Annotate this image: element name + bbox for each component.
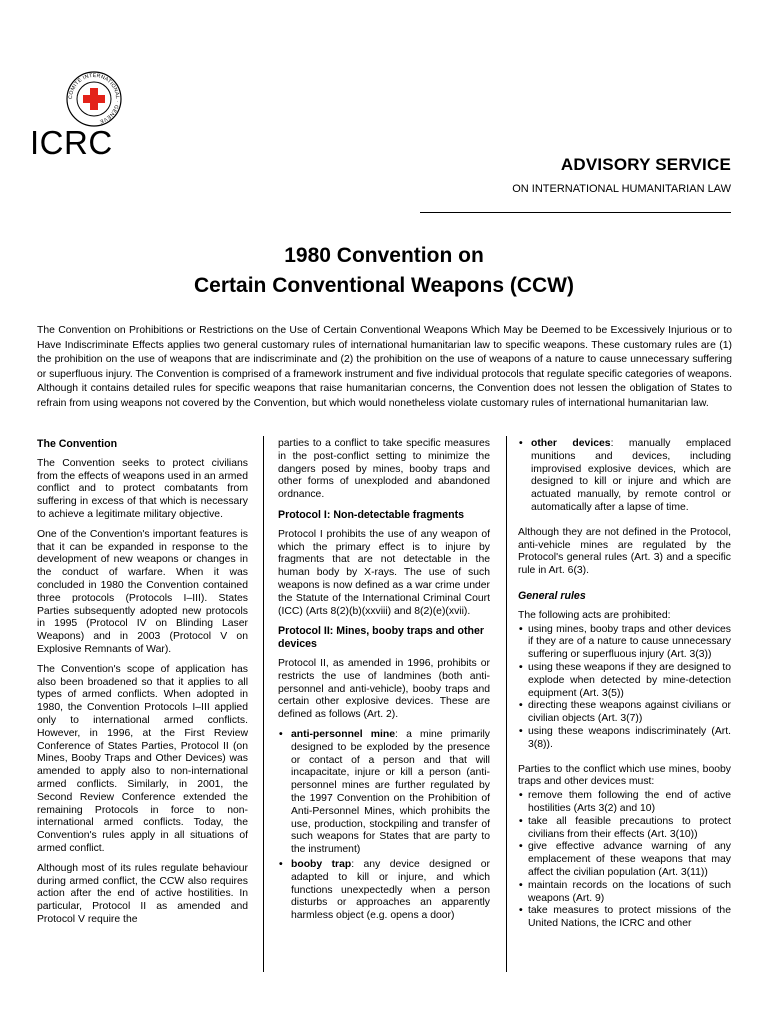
emblem-text: COMITÉ INTERNATIONAL · GENÈVE bbox=[67, 72, 121, 125]
column-divider-2 bbox=[506, 436, 507, 972]
list-item: • directing these weapons against civilians or civilian objects (Art. 3(7)) bbox=[518, 700, 731, 726]
paragraph: The Convention seeks to protect civilians from the effects of weapons used in an armed conflict and to protect combatants from suffering in excess of that which is necessary to achieve a legitimate military objective. bbox=[37, 457, 248, 520]
paragraph: parties to a conflict to take specific measures in the post-conflict setting to minimize the dangers posed by mines, booby traps and other forms of unexploded and abandoned ordnance. bbox=[278, 438, 490, 501]
definition: : any device designed or adapted to kill or injure, and which functions unexpectedly when a person disturbs or approaches an apparently harmless object (e.g. opens a door) bbox=[291, 858, 490, 922]
list-item: • using these weapons indiscriminately (Art. 3(8)). bbox=[518, 726, 731, 752]
red-cross-emblem-icon bbox=[59, 70, 129, 128]
section-heading-convention: The Convention bbox=[37, 438, 118, 450]
title-line-1: 1980 Convention on bbox=[284, 244, 484, 267]
list-item: • take measures to protect missions of the United Nations, the ICRC and other bbox=[518, 905, 731, 931]
prohibited-acts-list bbox=[518, 624, 731, 752]
intro-paragraph: The Convention on Prohibitions or Restrictions on the Use of Certain Conventional Weapons Which May be Deemed to be Excessively Injurious or to Have Indiscriminate Effects applies two general customary rules of international humanitarian law to specific weapons. These customary rules are (1) the prohibition on the use of weapons that are indiscriminate and (2) the prohibition on the use of weapons of a nature to cause unnecessary suffering or superfluous injury. The Convention is comprised of a framework instrument and five individual protocols that regulate specific categories of weapons. Although it contains detailed rules for specific weapons that raise humanitarian concerns, the Convention does not lessen the obligation of States to refrain from using weapons not covered by the Convention, but which would nonetheless violate customary rules of international humanitarian law. bbox=[37, 325, 732, 409]
term: anti-personnel mine bbox=[291, 728, 396, 740]
term: other devices bbox=[531, 438, 611, 449]
paragraph: The following acts are prohibited: bbox=[518, 609, 671, 621]
paragraph: One of the Convention's important features is that it can be expanded in response to the development of new weapons or changes in the conduct of warfare. When it was concluded in 1980 the Convention contained three protocols (Protocols I–III). States Parties subsequently adopted new protocols in 1995 (Protocol IV on Blinding Laser Weapons) and in 2003 (Protocol V on Explosive Remnants of War). bbox=[37, 528, 248, 655]
term: booby trap bbox=[291, 858, 352, 870]
org-name: ICRC bbox=[30, 124, 113, 161]
paragraph: Protocol II, as amended in 1996, prohibits or restricts the use of landmines (both anti-personnel and anti-vehicle), booby traps and certain other explosive devices. These are defined as follows (Art. 2). bbox=[278, 657, 490, 721]
title-line-2: Certain Conventional Weapons (CCW) bbox=[194, 274, 574, 297]
section-heading-protocol-2: Protocol II: Mines, booby traps and other devices bbox=[278, 625, 485, 651]
column-1 bbox=[37, 438, 248, 934]
paragraph: Although they are not defined in the Protocol, anti-vehicle mines are regulated by the Protocol's general rules (Art. 3) and a specific rule in Art. 6(3). bbox=[518, 526, 731, 577]
list-item bbox=[518, 438, 731, 515]
obligations-list bbox=[518, 790, 731, 931]
paragraph: The Convention's scope of application has also been broadened so that it applies to all types of armed conflicts. When adopted in 1980, the Convention Protocols I–III applied only to international armed conflicts. However, in 1996, at the First Review Conference of States Parties, Protocol II (on Mines, Booby Traps and Other Devices) was amended to apply also to non-international armed conflicts. Similarly, in 2001, the Second Review Conference extended the remaining Protocols in force to non-international armed conflicts. Today, the Convention's rules apply in all situations of armed conflict. bbox=[37, 663, 248, 854]
list-item: • take all feasible precautions to protect civilians from their effects (Art. 3(10)) bbox=[518, 816, 731, 842]
definition: : a mine primarily designed to be exploded by the presence or contact of a person and that will incapacitate, injure or kill a person (anti-personnel mines are further regulated by the 1997 Convention on the Prohibition of Anti-Personnel Mines, which prohibits the use, production, stockpiling and transfer of such weapons for States that are party to the instrument) bbox=[291, 728, 490, 856]
header-divider bbox=[420, 212, 731, 213]
section-heading-general-rules: General rules bbox=[518, 589, 586, 602]
definition-list bbox=[518, 438, 731, 515]
page-title bbox=[0, 241, 768, 301]
column-3 bbox=[518, 438, 731, 938]
section-heading-protocol-1: Protocol I: Non-detectable fragments bbox=[278, 508, 465, 521]
column-divider-1 bbox=[263, 436, 264, 972]
list-item: • using these weapons if they are designed to explode when detected by mine-detection equipment (Art. 3(5)) bbox=[518, 662, 731, 700]
paragraph: Although most of its rules regulate behaviour during armed conflict, the CCW also requires action after the end of active hostilities. In particular, Protocol II as amended and Protocol V require the bbox=[37, 862, 248, 925]
list-item: • remove them following the end of active hostilities (Arts 3(2) and 10) bbox=[518, 790, 731, 816]
advisory-subheading: ON INTERNATIONAL HUMANITARIAN LAW bbox=[512, 183, 731, 195]
definition-list bbox=[278, 729, 490, 923]
advisory-heading: ADVISORY SERVICE bbox=[560, 155, 731, 174]
list-item: • maintain records on the locations of such weapons (Art. 9) bbox=[518, 880, 731, 906]
list-item bbox=[278, 729, 490, 857]
paragraph: Protocol I prohibits the use of any weapon of which the primary effect is to injure by fragments that are not detectable in the human body by X-rays. The use of such weapons is now defined as a war crime under the Statute of the International Criminal Court (ICC) (Arts 8(2)(b)(xxviii) and 8(2)(e)(xvii). bbox=[278, 528, 490, 617]
definition: : manually emplaced munitions and devices, including improvised explosive devices, which are designed to kill or injure and which are actuated manually, by remote control or automatically after a lapse of time. bbox=[531, 438, 731, 513]
list-item: • using mines, booby traps and other devices if they are of a nature to cause unnecessary suffering or superfluous injury (Art. 3(3)) bbox=[518, 624, 731, 662]
list-item: • give effective advance warning of any emplacement of these weapons that may affect the civilian population (Art. 3(11)) bbox=[518, 841, 731, 879]
paragraph: Parties to the conflict which use mines, booby traps and other devices must: bbox=[518, 763, 731, 788]
column-2 bbox=[278, 438, 490, 930]
list-item bbox=[278, 859, 490, 923]
